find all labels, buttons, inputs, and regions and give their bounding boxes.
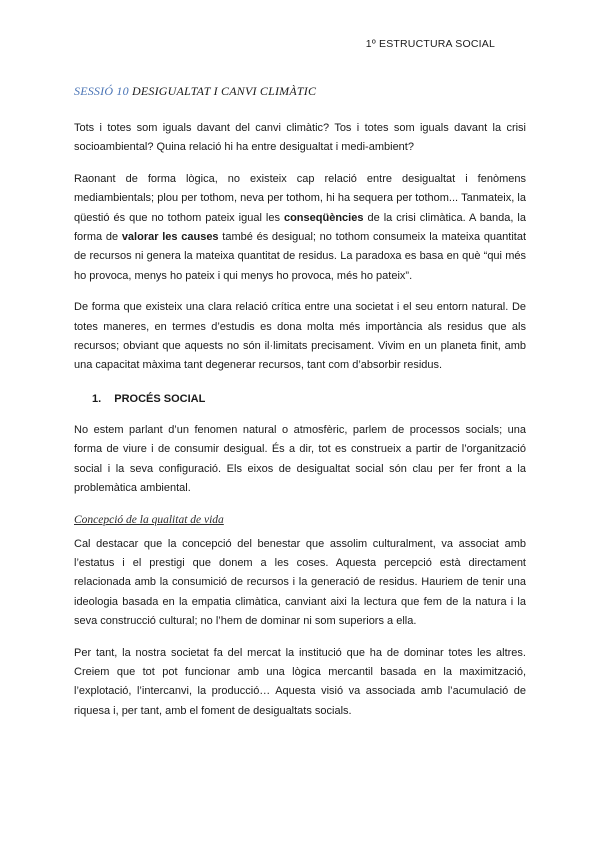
session-title [74, 84, 526, 99]
p2-bold-consequencies: conseqüències [283, 211, 364, 224]
session-label: SESSIÓ 10 [74, 84, 129, 98]
p2-part1: Raonant de forma lògica, no existeix cap relació entre desigualtat i fenòmens mediambientals; plou per tothom, neva per tothom, hi ha sequera per tothom... Tanmateix, la qüestió és que no tothom pateix igual les [74, 172, 526, 224]
section-number: 1. [92, 392, 102, 405]
session-heading: DESIGUALTAT I CANVI CLIMÀTIC [132, 84, 317, 98]
paragraph-critical-relation: De forma que existeix una clara relació crítica entre una societat i el seu entorn natural. De totes maneres, en termes d’estudis es dona molta més importància als residus que als recursos; obviant que aquests no són il·limitats precisament. Vivim en un planeta finit, amb una capacitat màxima tant degenerar recursos, tant com d’absorbir residus. [74, 301, 526, 372]
section-title: PROCÉS SOCIAL [114, 392, 206, 405]
document-body [74, 84, 526, 733]
running-header: 1º ESTRUCTURA SOCIAL [365, 38, 495, 50]
paragraph-wellbeing-concept: Cal destacar que la concepció del benestar que assolim culturalment, va associat amb l’estatus i el prestigi que donem a les coses. Aquesta percepció està directament relacionada amb la consumició de recursos i la generació de residus. Hauriem de tenir una ideologia basada en la empatia climàtica, canviant aixi la lectura que fem de la natura i la seva construcció cultural; no l’hem de dominar ni som superiors a ella. [74, 537, 526, 628]
p2-part2: de la crisi climàtica. A banda, la forma de [74, 211, 526, 244]
p2-part3: també és desigual; no tothom consumeix la mateixa quantitat de recursos ni genera la mateixa quantitat de residus. La paradoxa es basa en què “qui més ho provoca, menys ho pateix i qui menys ho provoca, més ho pateix”. [74, 231, 527, 282]
section-heading-proces-social [92, 390, 526, 409]
paragraph-intro-questions: Tots i totes som iguals davant del canvi climàtic? Tos i totes som iguals davant la crisi socioambiental? Quina relació hi ha entre desigualtat i medi-ambient? [74, 122, 526, 154]
p2-bold-valorar-causes: valorar les causes [121, 231, 219, 244]
paragraph-logical-reasoning [74, 170, 526, 286]
paragraph-market-society: Per tant, la nostra societat fa del mercat la institució que ha de dominar totes les altres. Creiem que tot pot funcionar amb una lògica mercantil basada en la maximització, l’explotació, l’intercanvi, la producció… Aquesta visió va associada amb l’acumulació de riquesa i, per tant, amb el foment de desigualtats socials. [74, 646, 526, 717]
subheading-qualitat-de-vida: Concepció de la qualitat de vida [74, 513, 224, 526]
paragraph-social-process: No estem parlant d’un fenomen natural o atmosfèric, parlem de processos socials; una forma de viure i de consumir desigual. És a dir, tot es construeix a partir de l’organització social i la seva configuració. Els eixos de desigualtat social són clau per fer front a la problemàtica ambiental. [74, 423, 526, 495]
